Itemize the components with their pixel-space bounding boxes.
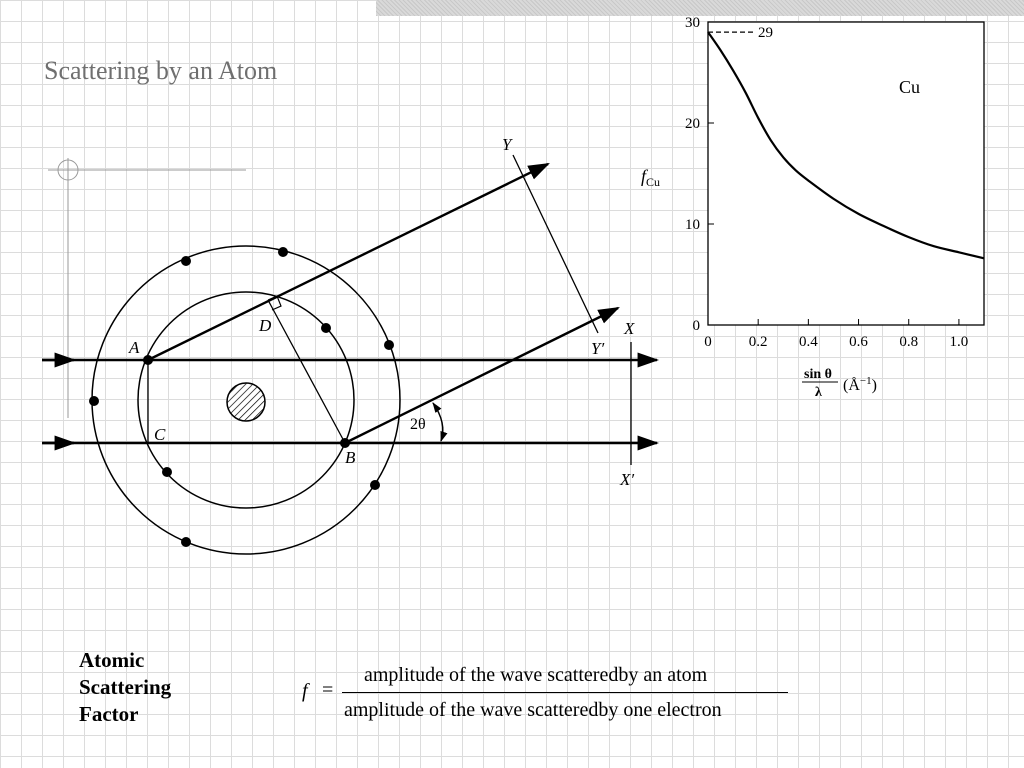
y-tick-label: 10 <box>685 217 700 233</box>
x-axis-label <box>802 367 877 400</box>
label-2theta: 2θ <box>410 416 426 433</box>
x-axis-label-denominator: λ <box>815 385 822 400</box>
formula-fraction-bar <box>342 692 788 693</box>
series-label-cu: Cu <box>899 77 921 97</box>
y-axis-label <box>641 166 660 189</box>
label-D: D <box>259 316 272 335</box>
x-axis-label-numerator: sin θ <box>804 367 832 382</box>
formula-symbol: f <box>302 680 308 702</box>
atomic-scattering-factor-label <box>79 647 171 728</box>
label-Y: Y <box>502 135 512 154</box>
label-B: B <box>345 448 356 467</box>
label-X-prime: X′ <box>620 470 635 489</box>
y-tick-label: 0 <box>692 318 700 334</box>
y-tick-label: 20 <box>685 116 700 132</box>
y-axis-label-main: f <box>641 166 647 186</box>
atomic-label-line-3: Factor <box>79 702 139 726</box>
formula-denominator: amplitude of the wave scatteredby one electron <box>344 699 722 721</box>
x-tick-label: 0 <box>704 334 712 350</box>
label-A: A <box>129 338 140 357</box>
formula-numerator: amplitude of the wave scatteredby an atom <box>364 664 708 686</box>
atomic-label-line-2: Scattering <box>79 675 172 699</box>
y-axis-label-sub: Cu <box>646 175 661 189</box>
x-tick-label: 0.6 <box>849 334 868 350</box>
x-tick-label: 1.0 <box>949 334 969 350</box>
formula-equals: = <box>322 679 334 701</box>
plot-frame <box>708 22 984 325</box>
x-tick-label: 0.8 <box>899 334 919 350</box>
x-tick-label: 0.2 <box>748 334 768 350</box>
label-X: X <box>624 319 635 338</box>
x-axis-label-unit: $(Å^{-1})$ <box>843 375 877 394</box>
slide-title: Scattering by an Atom <box>44 56 278 85</box>
label-Y-prime: Y′ <box>591 339 605 358</box>
annotation-label: 29 <box>758 25 773 42</box>
atomic-label-line-1: Atomic <box>79 648 145 672</box>
label-C: C <box>154 425 166 444</box>
x-tick-label: 0.4 <box>798 334 818 350</box>
y-tick-label: 30 <box>685 15 700 31</box>
